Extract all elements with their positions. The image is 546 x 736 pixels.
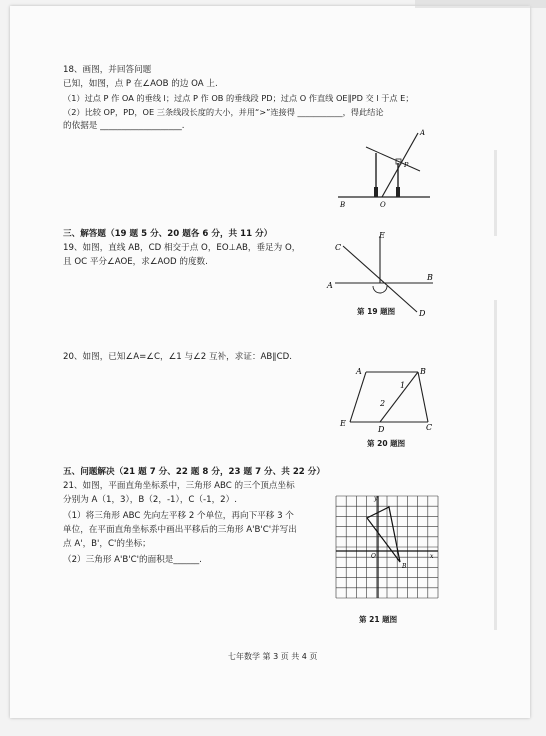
segment-bc bbox=[418, 372, 428, 422]
label-b: B bbox=[427, 273, 433, 282]
q19-line2: 且 OC 平分∠AOE，求∠AOD 的度数. bbox=[63, 257, 208, 267]
q18-given: 已知，如图，点 P 在∠AOB 的边 OA 上. bbox=[63, 79, 218, 89]
section-5-heading: 五、问题解决（21 题 7 分、22 题 8 分，23 题 7 分、共 22 分） bbox=[63, 467, 325, 477]
q18-title: 18、画图，并回答问题 bbox=[63, 65, 152, 75]
q20-line1: 20、如图，已知∠A=∠C，∠1 与∠2 互补，求证：AB∥CD. bbox=[63, 352, 292, 362]
scan-smudge bbox=[494, 150, 497, 236]
q19-figure bbox=[325, 228, 445, 318]
segment-bd bbox=[380, 372, 418, 422]
label-d: D bbox=[419, 309, 426, 318]
ruler-mark bbox=[396, 187, 400, 197]
angle-arc bbox=[373, 286, 387, 293]
label-p: P bbox=[404, 161, 409, 169]
segment-ae bbox=[350, 372, 366, 422]
label-d: D bbox=[378, 425, 385, 434]
q20-caption: 第 20 题图 bbox=[367, 439, 406, 448]
q21-line1: 21、如图，平面直角坐标系中，三角形 ABC 的三个顶点坐标 bbox=[63, 481, 295, 491]
label-c: C bbox=[335, 243, 342, 252]
q21-coordinate-grid bbox=[334, 494, 446, 604]
q21-line4: 单位，在平面直角坐标系中画出平移后的三角形 A'B'C'并写出 bbox=[63, 525, 297, 535]
label-a: A bbox=[420, 129, 426, 137]
label-x: x bbox=[430, 553, 434, 560]
page-footer: 七年数学 第 3 页 共 4 页 bbox=[228, 652, 318, 661]
label-b: B bbox=[402, 563, 407, 570]
q21-line3: （1）将三角形 ABC 先向左平移 2 个单位，再向下平移 3 个 bbox=[63, 511, 294, 521]
label-angle-1: 1 bbox=[400, 381, 406, 390]
grid-lines bbox=[336, 496, 438, 598]
ruler-mark bbox=[374, 187, 378, 197]
label-angle-2: 2 bbox=[380, 399, 386, 408]
q21-line2: 分别为 A（1，3），B（2，-1），C（-1，2）. bbox=[63, 495, 237, 505]
label-c: C bbox=[426, 423, 433, 432]
scan-smudge bbox=[494, 300, 497, 630]
q18-part3: 的依据是 ___________________. bbox=[63, 121, 185, 131]
q20-figure bbox=[338, 362, 438, 434]
label-e: E bbox=[379, 231, 385, 240]
section-3-heading: 三、解答题（19 题 5 分、20 题各 6 分，共 11 分） bbox=[63, 229, 273, 239]
q21-line5: 点 A'，B'，C'的坐标； bbox=[63, 539, 151, 549]
label-b: B bbox=[340, 201, 346, 209]
label-b: B bbox=[420, 367, 426, 376]
q21-caption: 第 21 题图 bbox=[359, 615, 398, 624]
q18-figure bbox=[330, 125, 440, 210]
q18-part2: （2）比较 OP，PD，OE 三条线段长度的大小，并用“>”连接得 ___________，得此结论 bbox=[63, 107, 384, 117]
label-a: A bbox=[327, 281, 333, 290]
scan-smudge bbox=[415, 0, 546, 8]
q19-caption: 第 19 题图 bbox=[357, 307, 396, 316]
label-y: y bbox=[374, 495, 378, 502]
label-a: A bbox=[356, 367, 362, 376]
q19-line1: 19、如图，直线 AB，CD 相交于点 O，EO⊥AB，垂足为 O， bbox=[63, 243, 301, 253]
label-o: O bbox=[380, 201, 386, 209]
label-origin: O bbox=[371, 553, 376, 560]
q21-line6: （2）三角形 A'B'C'的面积是______. bbox=[63, 555, 202, 565]
perp-line-l bbox=[366, 147, 420, 171]
q18-part1: （1）过点 P 作 OA 的垂线 l；过点 P 作 OB 的垂线段 PD；过点 O 作直线 OE∥PD 交 l 于点 E； bbox=[63, 93, 414, 103]
label-e: E bbox=[340, 419, 346, 428]
